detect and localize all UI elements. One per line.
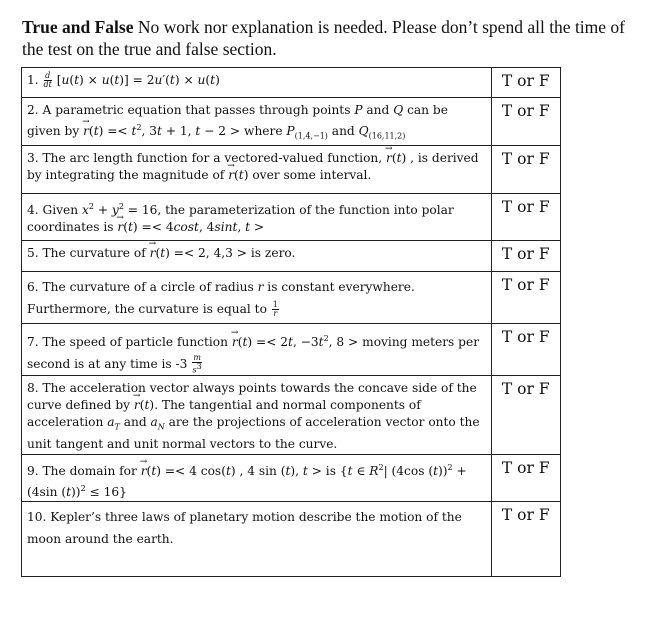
question-9: 9. The domain for → r(t) =< 4 cos(t) , 4 sin (t), t > is {t ∈ $R^2|$ (4cos (t))$^2$ + (4sin (t))$^2$ ≤ 16} bbox=[22, 455, 492, 502]
instructions-text: No work nor explanation is needed. Please don’t spend all the time of the test on the true and false section. bbox=[22, 17, 626, 59]
question-5: 5. The curvature of → r(t) =< 2, 4,3 > is zero. bbox=[22, 241, 492, 272]
answer-cell[interactable]: T or F bbox=[491, 98, 560, 146]
question-1: 1. $\frac{d}{dt}$ [u(t) × u(t)] = 2u′(t) × u(t) bbox=[22, 68, 492, 98]
answer-cell[interactable]: T or F bbox=[491, 68, 560, 98]
question-row bbox=[22, 272, 561, 324]
question-row bbox=[22, 98, 561, 146]
question-2: 2. A parametric equation that passes through points P and Q can be given by → $r(t) =< t^2$, 3t + 1, t − 2 > where $P_{(1,4,-1)}$ and $Q_{(16,11,2)}$ bbox=[22, 98, 492, 146]
answer-cell[interactable]: T or F bbox=[491, 502, 560, 577]
question-7: 7. The speed of particle function → r(t) =< 2t, $-3t^2$, 8 > moving meters per second is at any time is -3 $\frac{m}{s^3}$ bbox=[22, 324, 492, 376]
question-row bbox=[22, 194, 561, 241]
instructions-title: True and False bbox=[22, 17, 134, 37]
answer-cell[interactable]: T or F bbox=[491, 272, 560, 324]
question-4: 4. Given $x^2 + y^2 = 16$, the parameterization of the function into polar coordinates is → r(t) =< 4cost, 4sint, t > bbox=[22, 194, 492, 241]
question-8: 8. The acceleration vector always points towards the concave side of the curve defined by → r(t). The tangential and normal components of acceleration $a_T$ and $a_N$ are the projections of acceleration vector onto the unit tangent and unit normal vectors to the curve. bbox=[22, 376, 492, 455]
question-row bbox=[22, 502, 561, 577]
question-row bbox=[22, 376, 561, 455]
answer-cell[interactable]: T or F bbox=[491, 146, 560, 194]
answer-cell[interactable]: T or F bbox=[491, 376, 560, 455]
true-false-table bbox=[21, 67, 561, 577]
question-6: 6. The curvature of a circle of radius r is constant everywhere. Furthermore, the curvature is equal to $\frac{1}{r}$ bbox=[22, 272, 492, 324]
answer-cell[interactable]: T or F bbox=[491, 194, 560, 241]
answer-cell[interactable]: T or F bbox=[491, 455, 560, 502]
instructions bbox=[22, 16, 632, 60]
question-3: 3. The arc length function for a vectored-valued function, → r(t) , is derived by integrating the magnitude of → r(t) over some interval. bbox=[22, 146, 492, 194]
question-row bbox=[22, 146, 561, 194]
question-row bbox=[22, 68, 561, 98]
answer-cell[interactable]: T or F bbox=[491, 241, 560, 272]
question-row bbox=[22, 455, 561, 502]
question-row bbox=[22, 324, 561, 376]
answer-cell[interactable]: T or F bbox=[491, 324, 560, 376]
question-row bbox=[22, 241, 561, 272]
question-10: 10. Kepler’s three laws of planetary motion describe the motion of the moon around the earth. bbox=[22, 502, 492, 577]
